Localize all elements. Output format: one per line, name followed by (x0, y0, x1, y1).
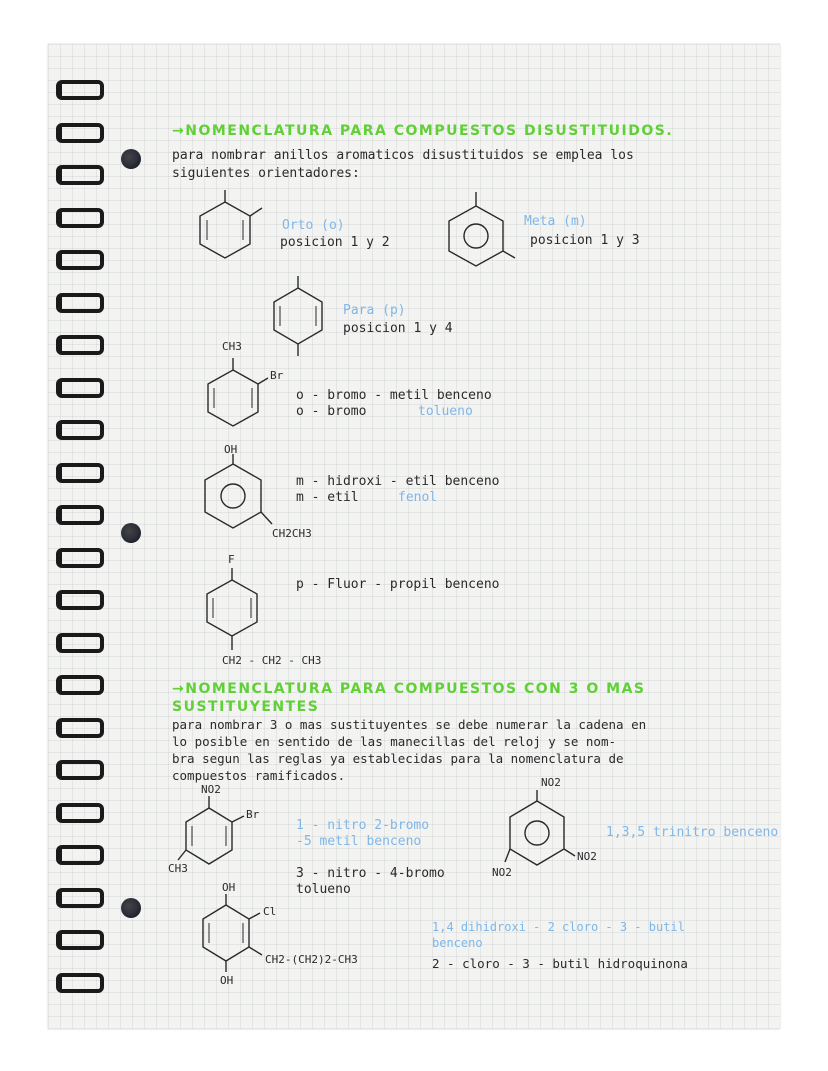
ex4-name2: tolueno (296, 882, 351, 897)
ex5-substituent-top: NO2 (541, 776, 561, 789)
orto-benzene-ring (200, 190, 262, 258)
ex2-substituent-top: OH (224, 443, 238, 456)
meta-benzene-ring (449, 192, 515, 266)
spiral-coil (56, 888, 104, 908)
ex4-benzene-ring (178, 796, 244, 864)
section2-text (172, 716, 646, 784)
ex2-benzene-ring (205, 454, 272, 528)
spiral-coil (56, 505, 104, 525)
spiral-coil (56, 80, 104, 100)
spiral-coil (56, 675, 104, 695)
section1-intro-line1: para nombrar anillos aromaticos disustituidos se emplea los (172, 148, 634, 163)
meta-label: Meta (m) (524, 214, 587, 229)
spiral-coil (56, 335, 104, 355)
spiral-coil (56, 973, 104, 993)
spiral-coil (56, 590, 104, 610)
ex2-substituent-side: CH2CH3 (272, 527, 312, 540)
para-desc: posicion 1 y 4 (343, 321, 453, 336)
para-benzene-ring (274, 276, 322, 356)
ex3-substituent-bottom: CH2 - CH2 - CH3 (222, 654, 322, 667)
ex4-blue-name1: 1 - nitro 2-bromo (296, 818, 430, 833)
spiral-coil (56, 930, 104, 950)
section2-text-line3: bra segun las reglas ya establecidas para la nomenclatura de (172, 751, 624, 766)
ex5-substituent-right: NO2 (577, 850, 597, 863)
section2-heading-line2: SUSTITUYENTES (172, 699, 320, 715)
meta-desc: posicion 1 y 3 (530, 233, 640, 248)
ex5-benzene-ring (505, 790, 575, 865)
ex4-substituent-side: Br (246, 808, 260, 821)
spiral-coil (56, 208, 104, 228)
ex6-substituent-chain: CH2-(CH2)2-CH3 (265, 953, 358, 966)
ex5-blue-name: 1,3,5 trinitro benceno (606, 825, 779, 840)
ex1-name1: o - bromo - metil benceno (296, 388, 492, 403)
ex1-name2a: o - bromo (296, 404, 367, 419)
orto-label: Orto (o) (282, 218, 345, 233)
section1-intro-line2: siguientes orientadores: (172, 166, 360, 181)
ex1-name2b: tolueno (418, 404, 473, 419)
ex4-blue-name2: -5 metil benceno (296, 834, 422, 849)
spiral-coil (56, 378, 104, 398)
spiral-coil (56, 250, 104, 270)
spiral-coil (56, 165, 104, 185)
ex6-blue-name2: benceno (432, 936, 483, 950)
spiral-coil (56, 718, 104, 738)
ex1-benzene-ring (208, 358, 268, 426)
ex1-substituent-side: Br (270, 369, 284, 382)
spiral-coil (56, 420, 104, 440)
para-label: Para (p) (343, 303, 406, 318)
ex6-substituent-bottom: OH (220, 974, 234, 987)
ex4-substituent-bottom: CH3 (168, 862, 188, 875)
spiral-coil (56, 123, 104, 143)
ex2-name1: m - hidroxi - etil benceno (296, 474, 500, 489)
spiral-coil (56, 760, 104, 780)
ex6-blue-name1: 1,4 dihidroxi - 2 cloro - 3 - butil (432, 920, 685, 934)
ex2-name2a: m - etil (296, 490, 359, 505)
section2-text-line4: compuestos ramificados. (172, 768, 346, 783)
ex3-name1: p - Fluor - propil benceno (296, 577, 500, 592)
ex4-substituent-top: NO2 (201, 783, 221, 796)
ex2-name2b: fenol (398, 490, 438, 505)
ex6-substituent-side: Cl (263, 905, 277, 918)
ex4-name1: 3 - nitro - 4-bromo (296, 866, 445, 881)
section1-heading: →NOMENCLATURA PARA COMPUESTOS DISUSTITUIDOS. (172, 123, 674, 139)
spiral-coil (56, 548, 104, 568)
ex1-substituent-top: CH3 (222, 340, 242, 353)
spiral-coil (56, 463, 104, 483)
spiral-coil (56, 293, 104, 313)
ex6-name: 2 - cloro - 3 - butil hidroquinona (432, 956, 688, 971)
ex3-substituent-top: F (228, 553, 235, 566)
ex5-substituent-left: NO2 (492, 866, 512, 879)
spiral-coil (56, 803, 104, 823)
orto-desc: posicion 1 y 2 (280, 235, 390, 250)
spiral-coil (56, 633, 104, 653)
ex6-benzene-ring (203, 894, 262, 972)
section2-text-line1: para nombrar 3 o mas sustituyentes se debe numerar la cadena en (172, 717, 647, 732)
spiral-coil (56, 845, 104, 865)
ex6-substituent-top: OH (222, 881, 236, 894)
section2-heading-line1: →NOMENCLATURA PARA COMPUESTOS CON 3 O MAS (172, 681, 646, 697)
ex3-benzene-ring (207, 568, 257, 650)
section2-text-line2: lo posible en sentido de las manecillas del reloj y se nom- (172, 734, 617, 749)
